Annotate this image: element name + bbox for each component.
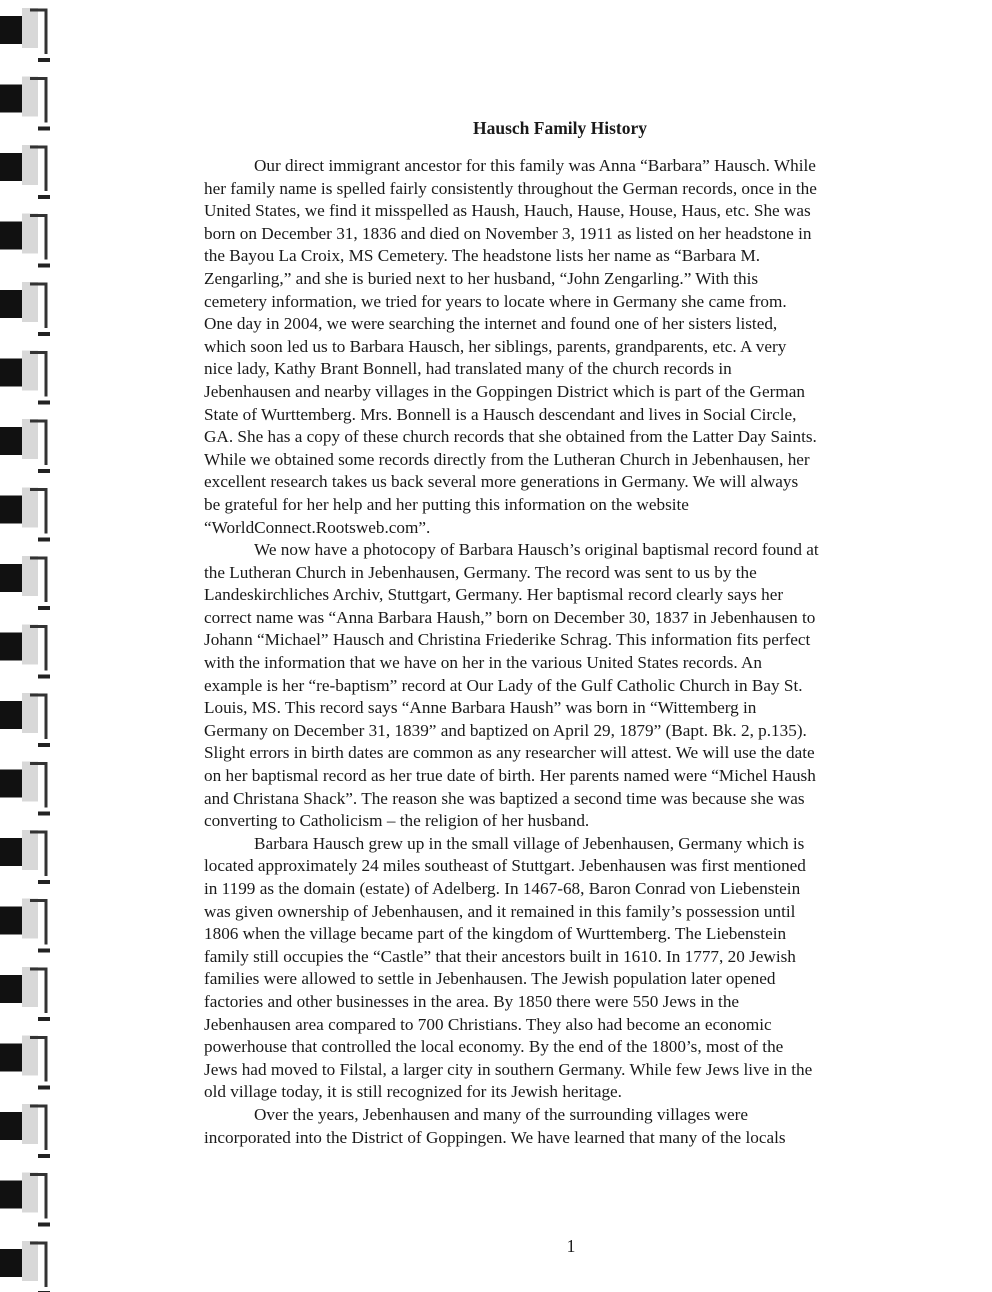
binding-coil bbox=[0, 8, 50, 62]
text-line: Germany on December 31, 1839” and baptized on April 29, 1879” (Bapt. Bk. 2, p.135). bbox=[204, 720, 807, 740]
text-line: GA. She has a copy of these church records that she obtained from the Latter Day Saints. bbox=[204, 427, 817, 447]
text-line: family still occupies the “Castle” that their ancestors built in 1610. In 1777, 20 Jewish bbox=[204, 946, 796, 966]
binding-coil bbox=[0, 899, 50, 953]
text-line: Jews had moved to Filstal, a larger city in southern Germany. While few Jews live in the bbox=[204, 1059, 813, 1079]
binding-edge bbox=[0, 0, 60, 1292]
text-line: with the information that we have on her in the various United States records. An bbox=[204, 653, 762, 673]
binding-coil bbox=[0, 762, 50, 816]
text-line: located approximately 24 miles southeast of Stuttgart. Jebenhausen was first mentioned bbox=[204, 856, 806, 876]
text-line: converting to Catholicism – the religion of her husband. bbox=[204, 811, 590, 831]
binding-coil bbox=[0, 351, 50, 405]
binding-coil bbox=[0, 488, 50, 542]
text-line: powerhouse that controlled the local economy. By the end of the 1800’s, most of the bbox=[204, 1037, 784, 1057]
text-line: Jebenhausen and nearby villages in the Goppingen District which is part of the German bbox=[204, 381, 805, 401]
document-body bbox=[204, 155, 928, 1149]
text-line: Barbara Hausch grew up in the small village of Jebenhausen, Germany which is bbox=[254, 833, 805, 853]
text-line: excellent research takes us back several more generations in Germany. We will always bbox=[204, 472, 799, 492]
binding-coil bbox=[0, 625, 50, 679]
text-line: old village today, it is still recognized for its Jewish heritage. bbox=[204, 1082, 622, 1102]
text-line: Johann “Michael” Hausch and Christina Friederike Schrag. This information fits perfect bbox=[204, 630, 811, 650]
text-line: State of Wurttemberg. Mrs. Bonnell is a Hausch descendant and lives in Social Circle, bbox=[204, 404, 797, 424]
binding-coil bbox=[0, 556, 50, 610]
text-line: on her baptismal record as her true date of birth. Her parents named were “Michel Haush bbox=[204, 766, 816, 786]
paragraph bbox=[204, 1104, 928, 1149]
text-line: the Lutheran Church in Jebenhausen, Germany. The record was sent to us by the bbox=[204, 562, 757, 582]
text-line: nice lady, Kathy Brant Bonnell, had translated many of the church records in bbox=[204, 359, 732, 379]
binding-coil bbox=[0, 419, 50, 473]
document-title: Hausch Family History bbox=[472, 118, 648, 138]
binding-coil bbox=[0, 77, 50, 131]
text-line: Louis, MS. This record says “Anne Barbara Haush” was born in “Wittemberg in bbox=[204, 698, 757, 718]
text-line: her family name is spelled fairly consistently throughout the German records, once in the bbox=[204, 178, 817, 198]
paragraph bbox=[204, 833, 928, 1104]
text-line: be grateful for her help and her putting this information on the website bbox=[204, 494, 689, 514]
text-line: Jebenhausen area compared to 700 Christians. They also had become an economic bbox=[204, 1014, 772, 1034]
binding-coil bbox=[0, 1173, 50, 1227]
text-line: While we obtained some records directly from the Lutheran Church in Jebenhausen, her bbox=[204, 449, 810, 469]
text-line: in 1199 as the domain (estate) of Adelberg. In 1467-68, Baron Conrad von Liebenstein bbox=[204, 879, 801, 898]
text-line: Landeskirchliches Archiv, Stuttgart, Germany. Her baptismal record clearly says her bbox=[204, 585, 784, 605]
text-line: Over the years, Jebenhausen and many of the surrounding villages were bbox=[254, 1104, 748, 1124]
text-line: 1806 when the village became part of the kingdom of Wurttemberg. The Liebenstein bbox=[204, 924, 787, 944]
binding-coil bbox=[0, 967, 50, 1021]
text-line: born on December 31, 1836 and died on November 3, 1911 as listed on her headstone in bbox=[204, 223, 812, 243]
binding-coil bbox=[0, 214, 50, 268]
text-line: incorporated into the District of Goppingen. We have learned that many of the locals bbox=[204, 1127, 786, 1147]
binding-coil bbox=[0, 1036, 50, 1090]
text-line: and Christana Shack”. The reason she was baptized a second time was because she was bbox=[204, 788, 805, 808]
text-line: correct name was “Anna Barbara Haush,” born on December 30, 1837 in Jebenhausen to bbox=[204, 607, 816, 627]
text-line: Our direct immigrant ancestor for this family was Anna “Barbara” Hausch. While bbox=[254, 156, 816, 175]
page-number: 1 bbox=[566, 1236, 576, 1256]
text-line: example is her “re-baptism” record at Our Lady of the Gulf Catholic Church in Bay St. bbox=[204, 675, 803, 695]
text-line: United States, we find it misspelled as Haush, Hauch, Hause, House, Haus, etc. She was bbox=[204, 201, 811, 221]
text-line: Slight errors in birth dates are common as any researcher will attest. We will use the date bbox=[204, 743, 815, 763]
text-line: One day in 2004, we were searching the internet and found one of her sisters listed, bbox=[204, 314, 778, 334]
text-line: families were allowed to settle in Jebenhausen. The Jewish population later opened bbox=[204, 969, 776, 989]
text-line: Zengarling,” and she is buried next to her husband, “John Zengarling.” With this bbox=[204, 268, 759, 288]
paragraph bbox=[204, 155, 928, 539]
text-line: which soon led us to Barbara Hausch, her siblings, parents, grandparents, etc. A very bbox=[204, 336, 787, 356]
binding-coil bbox=[0, 282, 50, 336]
document-page bbox=[204, 114, 928, 1149]
binding-coil bbox=[0, 1104, 50, 1158]
binding-coil bbox=[0, 693, 50, 747]
paragraph bbox=[204, 539, 928, 833]
text-line: cemetery information, we tried for years to locate where in Germany she came from. bbox=[204, 291, 787, 311]
binding-coil bbox=[0, 145, 50, 199]
text-line: “WorldConnect.Rootsweb.com”. bbox=[204, 517, 431, 537]
text-line: was given ownership of Jebenhausen, and it remained in this family’s possession until bbox=[204, 901, 796, 921]
text-line: factories and other businesses in the area. By 1850 there were 550 Jews in the bbox=[204, 991, 740, 1011]
text-line: We now have a photocopy of Barbara Hausch’s original baptismal record found at bbox=[254, 540, 819, 560]
binding-coil bbox=[0, 830, 50, 884]
text-line: the Bayou La Croix, MS Cemetery. The headstone lists her name as “Barbara M. bbox=[204, 246, 761, 266]
